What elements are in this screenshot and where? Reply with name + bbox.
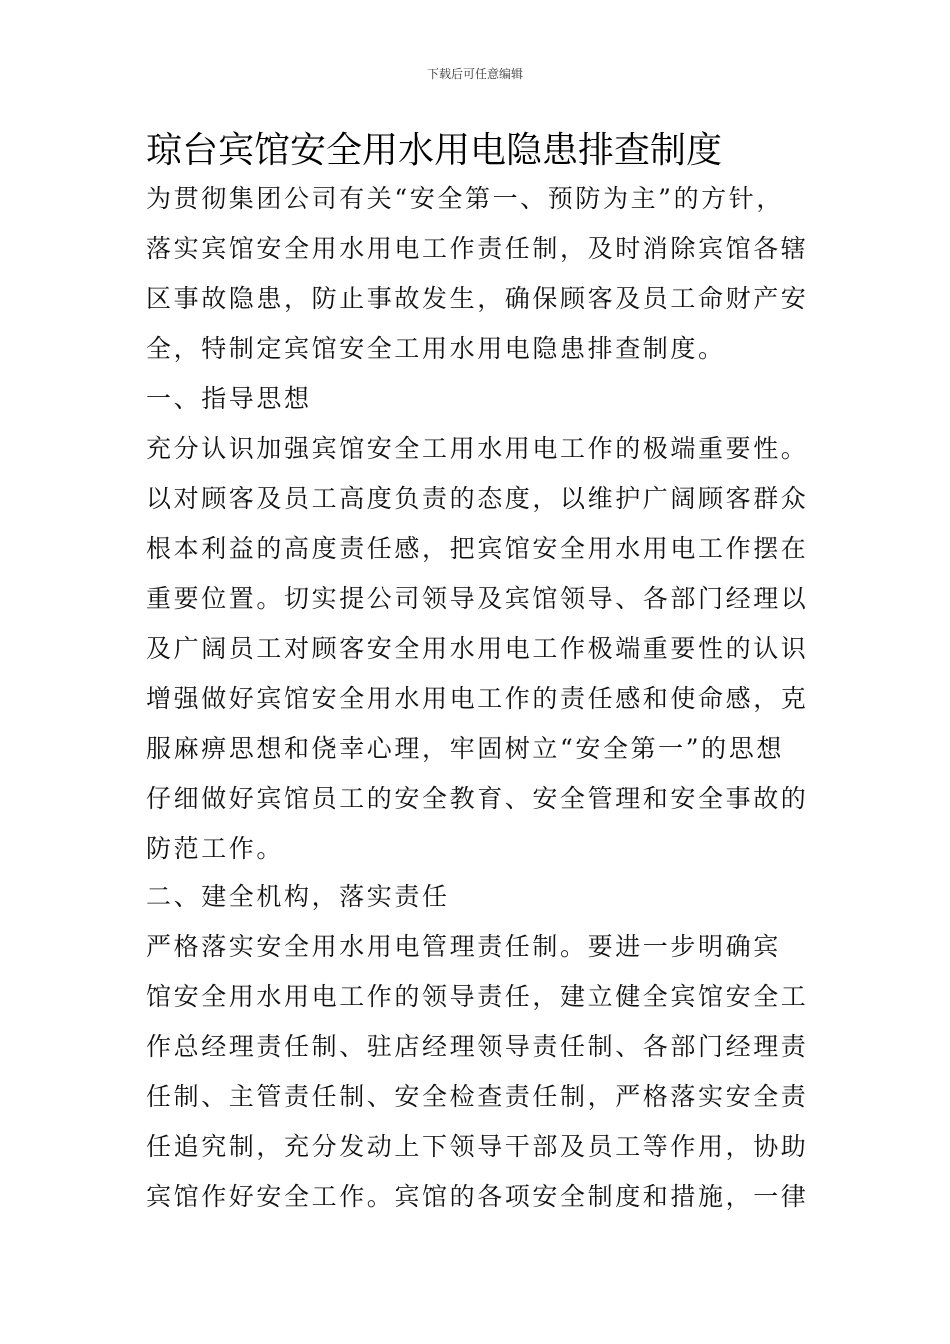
header-note: 下载后可任意编辑 — [426, 67, 523, 81]
document-title: 琼台宾馆安全用水用电隐患排查制度 — [146, 130, 723, 171]
body-line: 馆安全用水用电工作的领导责任，建立健全宾馆安全工 — [146, 982, 809, 1011]
body-line: 全，特制定宾馆安全工用水用电隐患排查制度。 — [146, 334, 726, 363]
section-heading: 二、建全机构，落实责任 — [146, 882, 450, 911]
body-line: 宾馆作好安全工作。宾馆的各项安全制度和措施，一律 — [146, 1182, 809, 1211]
body-line: 以对顾客及员工高度负责的态度，以维护广阔顾客群众 — [146, 484, 809, 513]
body-line: 落实宾馆安全用水用电工作责任制，及时消除宾馆各辖 — [146, 234, 809, 263]
body-line: 任制、主管责任制、安全检查责任制，严格落实安全责 — [146, 1082, 809, 1111]
body-line: 严格落实安全用水用电管理责任制。要进一步明确宾 — [146, 932, 781, 961]
body-line: 充分认识加强宾馆安全工用水用电工作的极端重要性。 — [146, 434, 809, 463]
body-line: 根本利益的高度责任感，把宾馆安全用水用电工作摆在 — [146, 534, 809, 563]
body-line: 及广阔员工对顾客安全用水用电工作极端重要性的认识 — [146, 634, 809, 663]
body-line: 为贯彻集团公司有关“安全第一、预防为主”的方针， — [146, 184, 784, 213]
body-line: 区事故隐患，防止事故发生，确保顾客及员工命财产安 — [146, 284, 809, 313]
body-line: 服麻痹思想和侥幸心理，牢固树立“安全第一”的思想 — [146, 734, 784, 763]
body-line: 防范工作。 — [146, 834, 285, 863]
section-heading: 一、指导思想 — [146, 384, 312, 413]
body-line: 重要位置。切实提公司领导及宾馆领导、各部门经理以 — [146, 584, 809, 613]
body-line: 增强做好宾馆安全用水用电工作的责任感和使命感，克 — [146, 684, 809, 713]
body-line: 仔细做好宾馆员工的安全教育、安全管理和安全事故的 — [146, 784, 809, 813]
body-line: 任追究制，充分发动上下领导干部及员工等作用，协助 — [146, 1132, 809, 1161]
body-line: 作总经理责任制、驻店经理领导责任制、各部门经理责 — [146, 1032, 809, 1061]
